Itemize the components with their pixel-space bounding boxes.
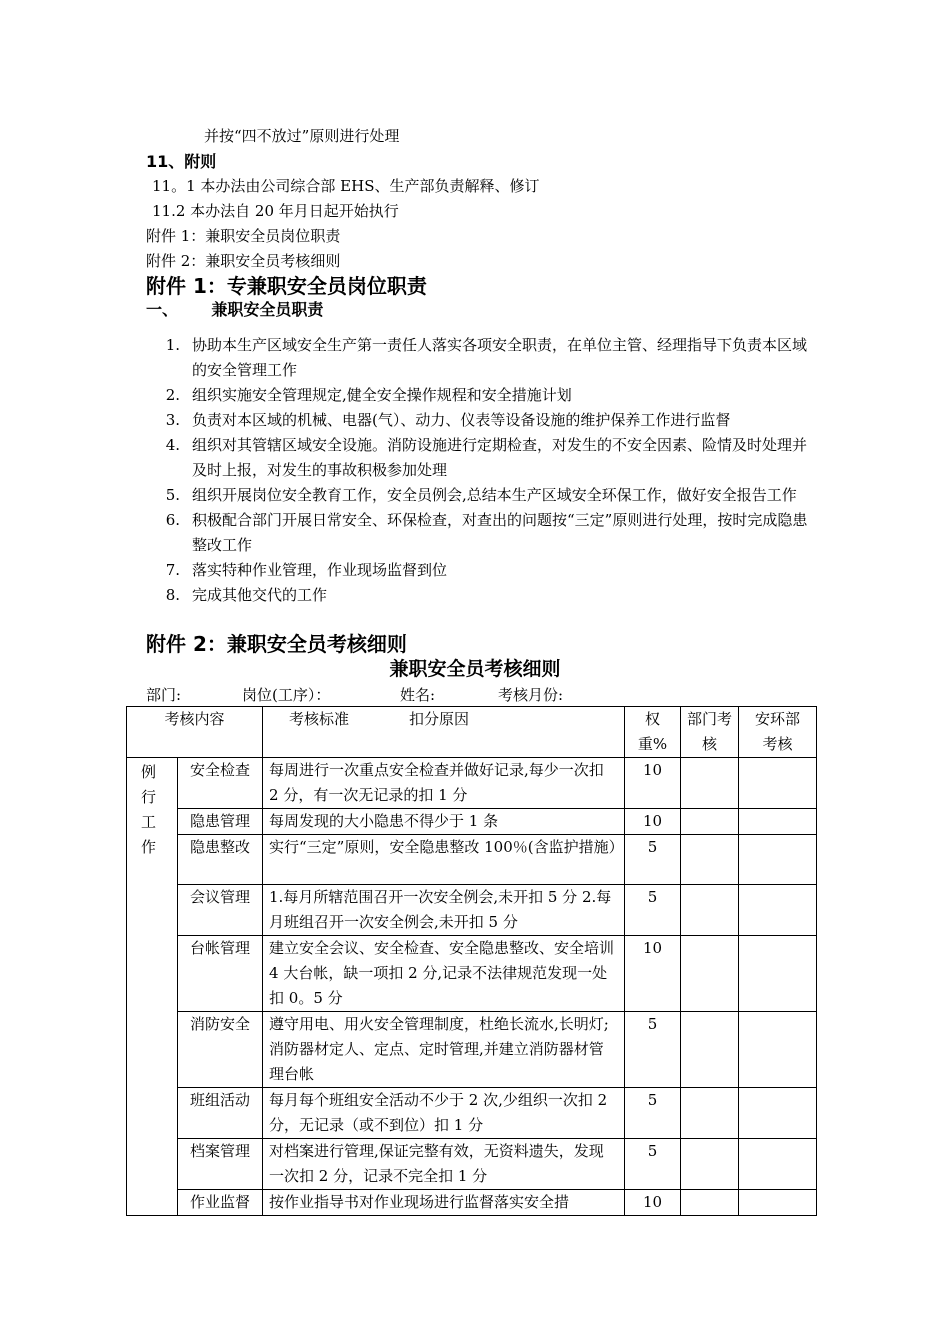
weight-cell: 10 [625, 758, 681, 809]
duty-item: 1. 协助本生产区域安全生产第一责任人落实各项安全职责，在单位主管、经理指导下负责本区域的安全管理工作 [165, 336, 808, 379]
section-11-title: 11、附则 [146, 152, 217, 171]
standard-cell: 建立安全会议、安全检查、安全隐患整改、安全培训 4 大台帐，缺一项扣 2 分,记录不法律规范发现一处扣 0。5 分 [263, 936, 625, 1012]
header-standard: 考核标准 [289, 710, 350, 728]
meta-dept: 部门: [146, 686, 182, 704]
table-row [127, 758, 817, 809]
standard-cell: 按作业指导书对作业现场进行监督落实安全措 [263, 1190, 625, 1216]
weight-cell: 5 [625, 885, 681, 936]
header-content: 考核内容 [127, 707, 263, 758]
standard-cell: 每周进行一次重点安全检查并做好记录,每少一次扣 2 分，有一次无记录的扣 1 分 [263, 758, 625, 809]
ehs-check-cell [739, 1190, 817, 1216]
attachment-2-reference: 附件 2：兼职安全员考核细则 [146, 252, 341, 270]
standard-cell: 每月每个班组安全活动不少于 2 次,少组织一次扣 2 分，无记录（或不到位）扣 1 分 [263, 1088, 625, 1139]
item-cell: 消防安全 [178, 1012, 263, 1088]
ehs-check-cell [739, 809, 817, 835]
duty-item: 2. 组织实施安全管理规定,健全安全操作规程和安全措施计划 [165, 386, 572, 404]
ehs-check-cell [739, 758, 817, 809]
meta-name: 姓名: [400, 686, 436, 704]
ehs-check-cell [739, 1088, 817, 1139]
duty-item: 8. 完成其他交代的工作 [165, 586, 328, 604]
meta-post: 岗位(工序）： [242, 686, 331, 704]
item-cell: 档案管理 [178, 1139, 263, 1190]
attachment-1-title: 附件 1：专兼职安全员岗位职责 [146, 274, 427, 298]
table-row [127, 835, 817, 885]
header-reason: 扣分原因 [409, 710, 470, 728]
ehs-check-cell [739, 1139, 817, 1190]
dept-check-cell [681, 809, 739, 835]
item-cell: 隐患整改 [178, 835, 263, 885]
header-weight: 权重% [625, 707, 681, 758]
item-cell: 台帐管理 [178, 936, 263, 1012]
dept-check-cell [681, 1139, 739, 1190]
table-row [127, 885, 817, 936]
duty-item: 6. 积极配合部门开展日常安全、环保检查，对查出的问题按“三定”原则进行处理，按时完成隐患整改工作 [165, 511, 808, 554]
item-cell: 作业监督 [178, 1190, 263, 1216]
dept-check-cell [681, 1190, 739, 1216]
attachment-2-title: 附件 2：兼职安全员考核细则 [146, 632, 407, 656]
table-row [127, 1139, 817, 1190]
duty-item: 7. 落实特种作业管理，作业现场监督到位 [165, 561, 448, 579]
standard-cell: 遵守用电、用火安全管理制度，杜绝长流水,长明灯;消防器材定人、定点、定时管理,并建立消防器材管理台帐 [263, 1012, 625, 1088]
table-row [127, 1088, 817, 1139]
header-ehs-check: 安环部考核 [739, 707, 817, 758]
ehs-check-cell [739, 936, 817, 1012]
table-row [127, 809, 817, 835]
weight-cell: 10 [625, 809, 681, 835]
weight-cell: 5 [625, 835, 681, 885]
dept-check-cell [681, 936, 739, 1012]
item-cell: 会议管理 [178, 885, 263, 936]
weight-cell: 5 [625, 1139, 681, 1190]
attachment-1-reference: 附件 1：兼职安全员岗位职责 [146, 227, 341, 245]
weight-cell: 10 [625, 1190, 681, 1216]
table-row [127, 1190, 817, 1216]
duty-item: 5. 组织开展岗位安全教育工作，安全员例会,总结本生产区域安全环保工作，做好安全报告工作 [165, 486, 797, 504]
category-cell: 例行工作 [127, 758, 178, 1216]
dept-check-cell [681, 758, 739, 809]
dept-check-cell [681, 1088, 739, 1139]
ehs-check-cell [739, 885, 817, 936]
standard-cell: 每周发现的大小隐患不得少于 1 条 [263, 809, 625, 835]
table-title: 兼职安全员考核细则 [389, 658, 561, 680]
intro-line: 并按“四不放过”原则进行处理 [204, 127, 400, 145]
dept-check-cell [681, 835, 739, 885]
standard-cell: 1.每月所辖范围召开一次安全例会,未开扣 5 分 2.每月班组召开一次安全例会,未开扣 5 分 [263, 885, 625, 936]
duty-item: 3. 负责对本区域的机械、电器(气）、动力、仪表等设备设施的维护保养工作进行监督 [165, 411, 731, 429]
ehs-check-cell [739, 835, 817, 885]
item-cell: 安全检查 [178, 758, 263, 809]
weight-cell: 10 [625, 936, 681, 1012]
duties-list [160, 333, 820, 608]
duties-section-title: 一、 兼职安全员职责 [146, 300, 324, 319]
weight-cell: 5 [625, 1088, 681, 1139]
assessment-table [126, 706, 817, 1216]
dept-check-cell [681, 1012, 739, 1088]
ehs-check-cell [739, 1012, 817, 1088]
meta-month: 考核月份: [498, 686, 564, 704]
duty-item: 4. 组织对其管辖区域安全设施。消防设施进行定期检查，对发生的不安全因素、险情及时处理并及时上报，对发生的事故积极参加处理 [165, 436, 808, 479]
standard-cell: 对档案进行管理,保证完整有效，无资料遗失，发现一次扣 2 分，记录不完全扣 1 分 [263, 1139, 625, 1190]
dept-check-cell [681, 885, 739, 936]
clause-11-2: 11.2 本办法自 20 年月日起开始执行 [152, 202, 399, 220]
header-dept-check: 部门考核 [681, 707, 739, 758]
standard-cell: 实行“三定”原则，安全隐患整改 100％(含监护措施） [263, 835, 625, 885]
table-row [127, 936, 817, 1012]
clause-11-1: 11。1 本办法由公司综合部 EHS、生产部负责解释、修订 [152, 177, 540, 195]
item-cell: 隐患管理 [178, 809, 263, 835]
table-row [127, 1012, 817, 1088]
weight-cell: 5 [625, 1012, 681, 1088]
item-cell: 班组活动 [178, 1088, 263, 1139]
table-header-row [127, 707, 817, 758]
header-standard-reason [263, 707, 625, 758]
